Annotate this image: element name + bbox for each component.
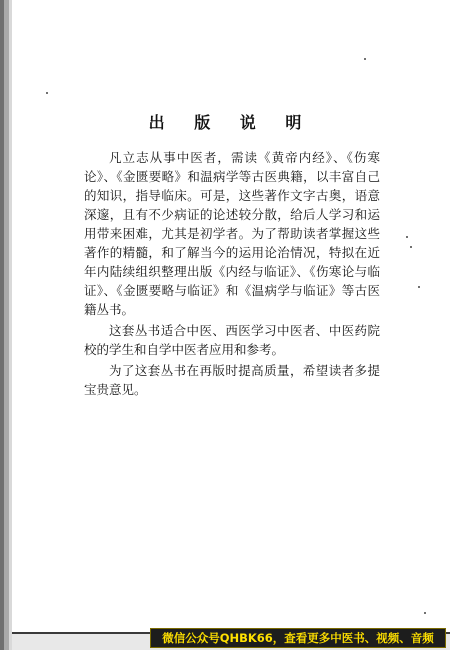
watermark-banner: 微信公众号QHBK66，查看更多中医书、视频、音频 (150, 628, 446, 648)
scan-speck (410, 246, 412, 248)
paragraph-2: 这套丛书适合中医、西医学习中医者、中医药院校的学生和自学中医者应用和参考。 (84, 323, 380, 357)
page-title: 出 版 说 明 (148, 113, 314, 132)
scan-left-border (0, 0, 12, 650)
scan-speck (424, 612, 426, 614)
scan-speck (406, 236, 408, 238)
paragraph-1: 凡立志从事中医者，需读《黄帝内经》、《伤寒论》、《金匮要略》和温病学等古医典籍，以丰富自己的知识，指导临床。可是，这些著作文字古奥，语意深邃，且有不少病证的论述较分散，给后人学习和运用带来困难，尤其是初学者。为了帮助读者掌握这些著作的精髓，和了解当今的运用论治情况，特拟在近年内陆续组织整理出版《内经与临证》、《伤寒论与临证》、《金匮要略与临证》和《温病学与临证》等古医籍丛书。 (84, 150, 380, 317)
scanned-page (12, 0, 450, 632)
paragraph-3: 为了这套丛书在再版时提高质量，希望读者多提宝贵意见。 (84, 363, 380, 397)
scan-speck (418, 286, 420, 288)
scan-speck (46, 92, 48, 94)
body-text (84, 148, 380, 401)
scan-speck (364, 58, 366, 60)
